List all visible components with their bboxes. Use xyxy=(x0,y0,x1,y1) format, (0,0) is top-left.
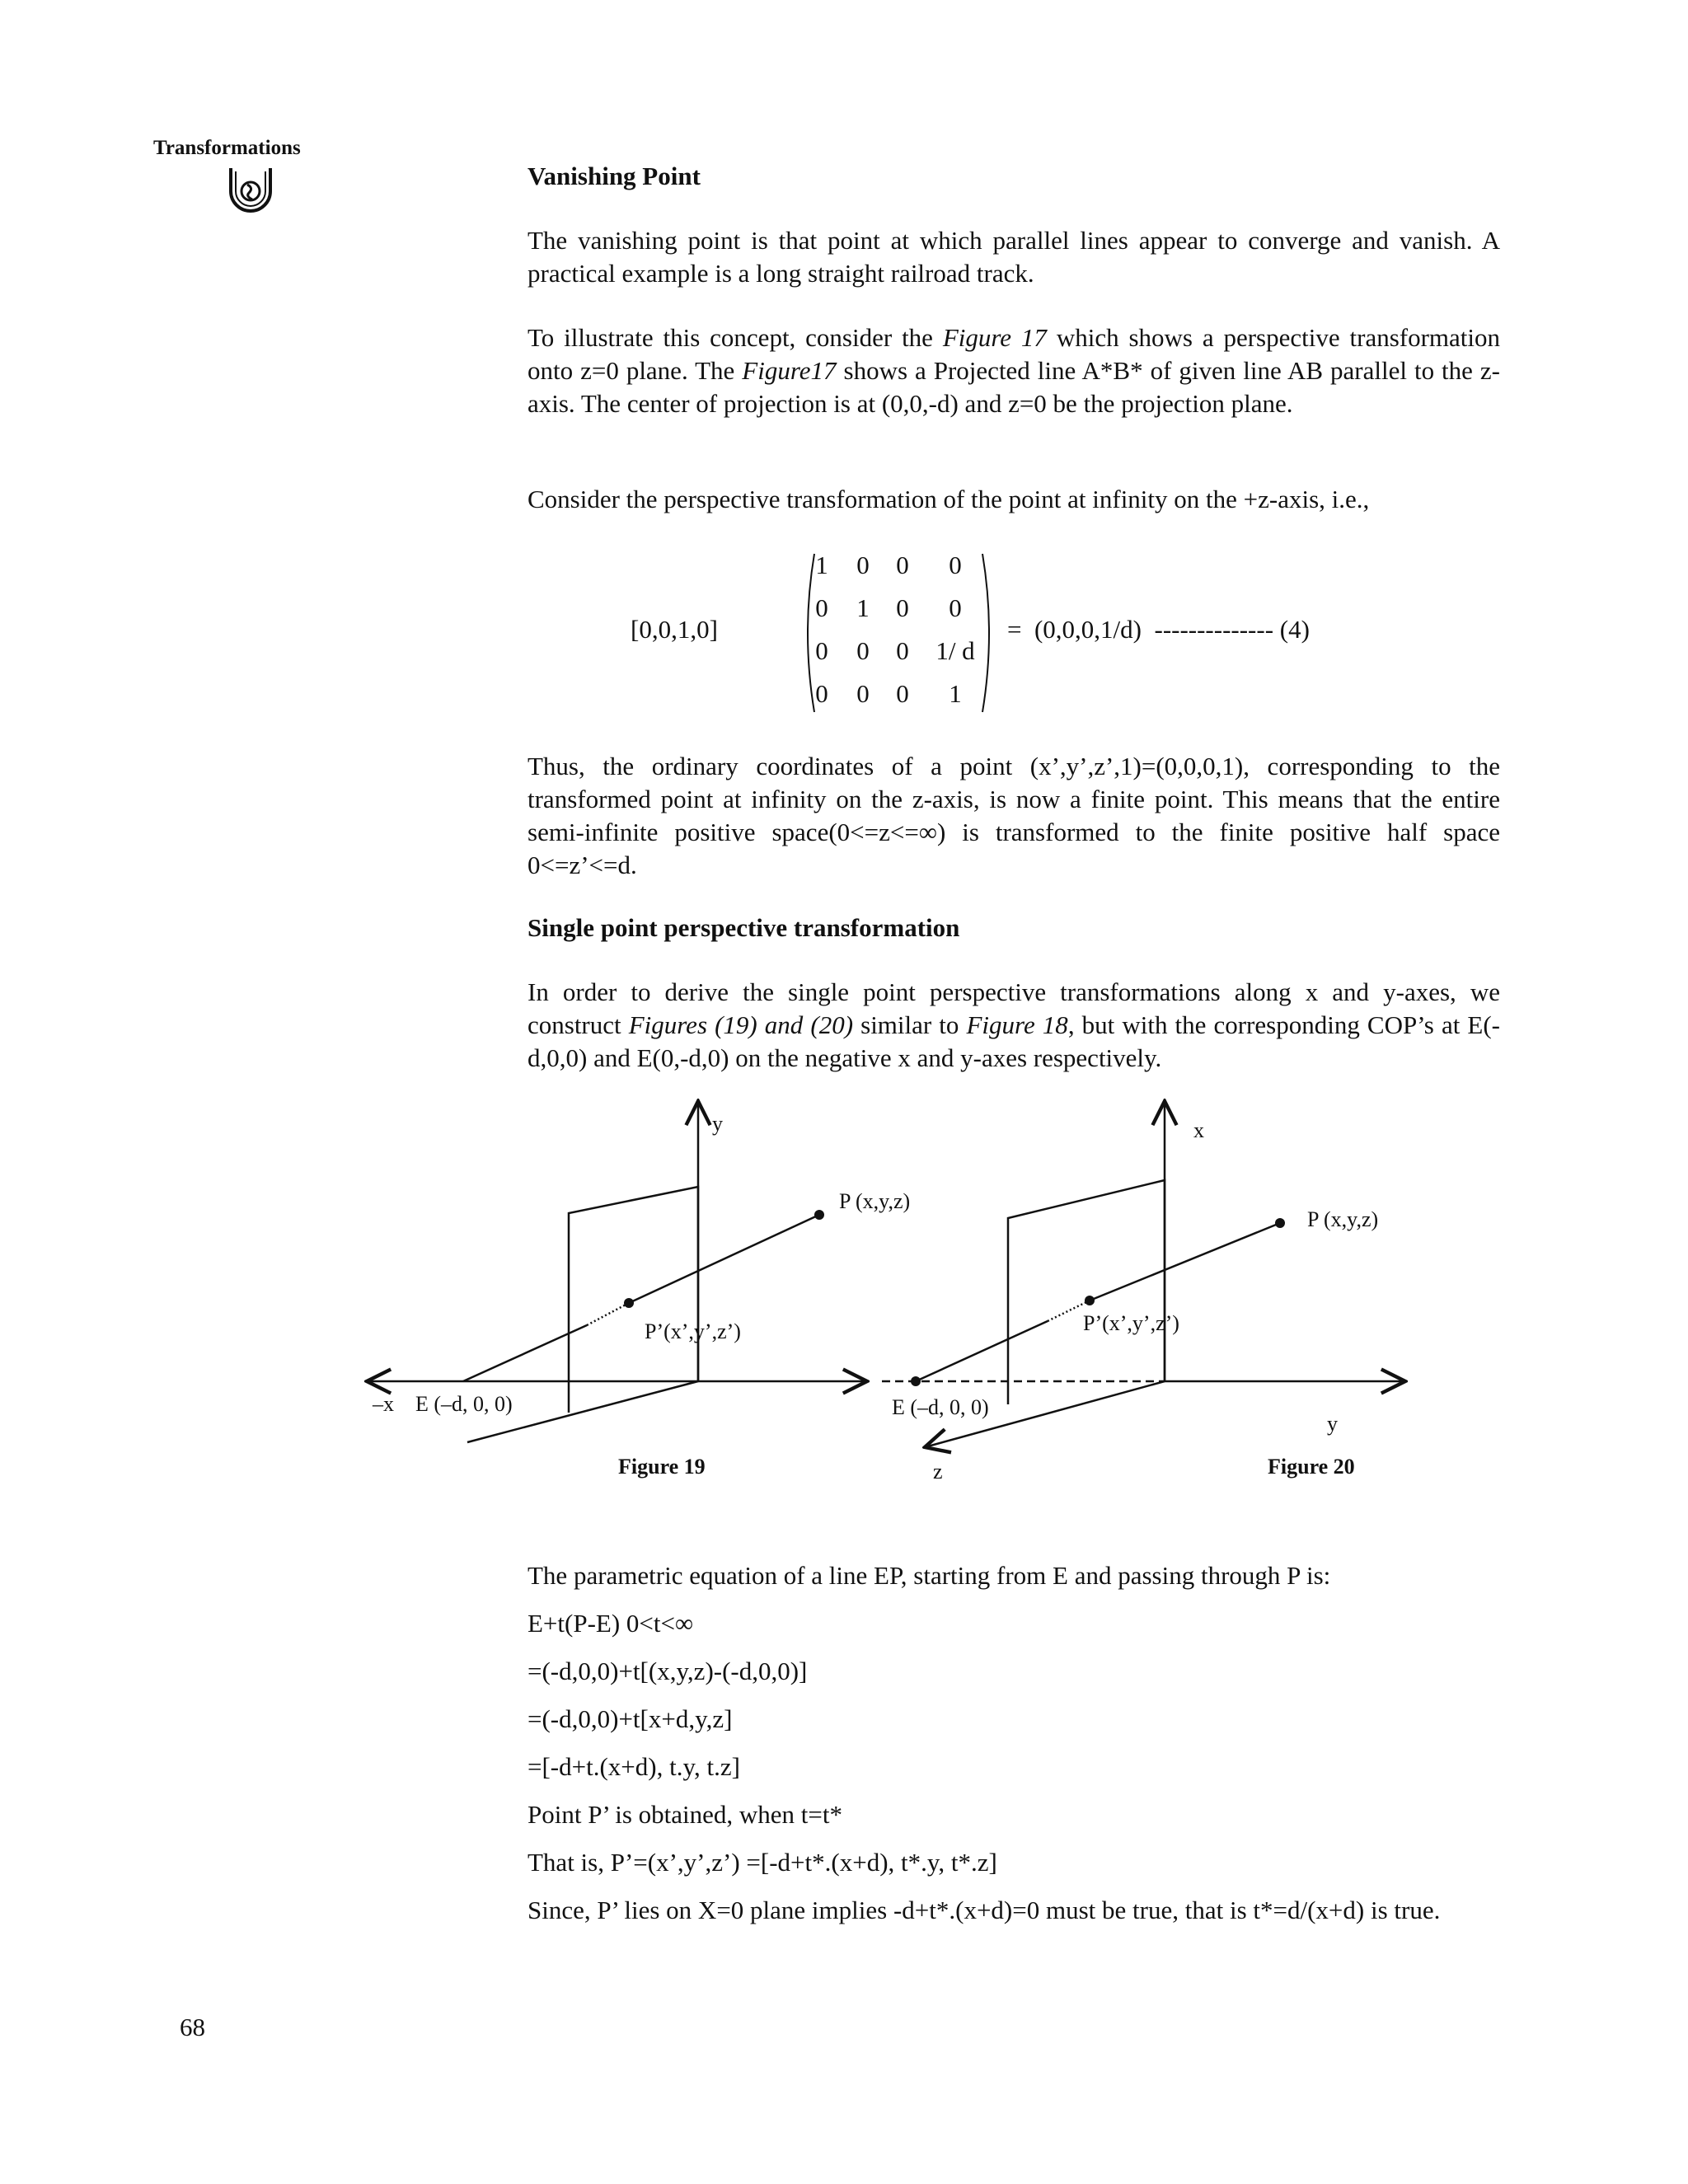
fig19-line-pp xyxy=(629,1215,819,1303)
fig20-z-label: z xyxy=(933,1460,943,1483)
matrix-cell: 0 xyxy=(949,593,962,622)
fig19-p-prime-label: P’(x’,y’,z’) xyxy=(645,1319,741,1343)
equation-left-vector: [0,0,1,0] xyxy=(631,615,718,644)
fig20-p-prime-label: P’(x’,y’,z’) xyxy=(1083,1311,1179,1335)
derivation-line: E+t(P-E) 0<t<∞ xyxy=(528,1609,694,1638)
fig19-caption: Figure 19 xyxy=(618,1455,706,1479)
derivation-line: =(-d,0,0)+t[x+d,y,z] xyxy=(528,1704,733,1733)
matrix-cell: 0 xyxy=(949,551,962,579)
derivation-line: =[-d+t.(x+d), t.y, t.z] xyxy=(528,1752,740,1781)
matrix-cell: 1 xyxy=(815,551,828,579)
matrix-cell: 0 xyxy=(856,551,870,579)
fig19-point-p xyxy=(814,1210,824,1220)
equation-result: = (0,0,0,1/d) -------------- (4) xyxy=(1007,615,1310,644)
fig20-e-label: E (–d, 0, 0) xyxy=(892,1395,989,1419)
fig20-caption: Figure 20 xyxy=(1268,1455,1355,1479)
matrix-cell: 0 xyxy=(896,636,909,665)
fig20-point-p xyxy=(1275,1218,1285,1228)
vanishing-paragraph-3: Consider the perspective transformation of the point at infinity on the +z-axis, i.e., xyxy=(528,485,1370,513)
fig20-y-label: y xyxy=(1327,1412,1338,1436)
matrix-cell: 0 xyxy=(896,593,909,622)
matrix-cell: 1 xyxy=(856,593,870,622)
fig19-projection-plane xyxy=(569,1187,698,1413)
fig20-point-e xyxy=(911,1376,921,1386)
page-number: 68 xyxy=(180,2013,205,2041)
section-title: Transformations xyxy=(153,137,301,159)
fig19-point-p-prime xyxy=(624,1298,634,1308)
fig20-projection-plane xyxy=(1008,1180,1165,1404)
matrix-cell: 1/ d xyxy=(935,636,975,665)
fig19-neg-x-label: –x xyxy=(373,1392,394,1416)
fig19-e-label: E (–d, 0, 0) xyxy=(415,1392,513,1416)
derivation-line: Point P’ is obtained, when t=t* xyxy=(528,1800,843,1829)
fig20-line-ep xyxy=(916,1321,1048,1381)
derivation-final: Since, P’ lies on X=0 plane implies -d+t*.(x+d)=0 must be true, that is t*=d/(x+d) is true. xyxy=(528,1896,1441,1924)
matrix-cell: 1 xyxy=(949,679,962,708)
matrix-cell: 0 xyxy=(856,636,870,665)
vanishing-paragraph-2: To illustrate this concept, consider the Figure 17 which shows a perspective transformation onto z=0 plane. The Figure17 shows a Projected line A*B* of given line AB parallel to the z-axis. The center of projection is at (0,0,-d) and z=0 be the projection plane. xyxy=(528,323,1501,418)
vanishing-paragraph-1: The vanishing point is that point at which parallel lines appear to converge and vanish. A practical example is a long straight railroad track. xyxy=(528,226,1500,288)
derivation-line: =(-d,0,0)+t[(x,y,z)-(-d,0,0)] xyxy=(528,1657,808,1685)
single-point-paragraph: In order to derive the single point perspective transformations along x and y-axes, we construct Figures (19) and (20) similar to Figure 18, but with the corresponding COP’s at E(-d,0,0) and E(0,-d,0) on the negative x and y-axes respectively. xyxy=(528,977,1500,1072)
derivation-line: That is, P’=(x’,y’,z’) =[-d+t*.(x+d), t*.y, t*.z] xyxy=(528,1848,997,1877)
derivation-intro: The parametric equation of a line EP, starting from E and passing through P is: xyxy=(528,1561,1331,1590)
fig19-y-label: y xyxy=(712,1112,723,1136)
matrix-cell: 0 xyxy=(896,551,909,579)
matrix-cell: 0 xyxy=(815,679,828,708)
matrix-cell: 0 xyxy=(896,679,909,708)
matrix-cell: 0 xyxy=(815,593,828,622)
fig20-x-label: x xyxy=(1193,1118,1204,1142)
fig20-line-pp xyxy=(1090,1223,1280,1301)
single-point-heading: Single point perspective transformation xyxy=(528,913,960,942)
after-equation-paragraph: Thus, the ordinary coordinates of a point (x’,y’,z’,1)=(0,0,0,1), corresponding to the transformed point at infinity on the z-axis, is now a finite point. This means that the entire semi-infinite positive space(0<=z<=∞) is transformed to the finite positive half space 0<=z’<=d. xyxy=(528,752,1500,879)
fig19-dotted xyxy=(587,1303,629,1325)
fig20-p-label: P (x,y,z) xyxy=(1307,1207,1379,1231)
vanishing-point-heading: Vanishing Point xyxy=(528,162,701,190)
matrix-cell: 0 xyxy=(815,636,828,665)
matrix-cell: 0 xyxy=(856,679,870,708)
fig19-p-label: P (x,y,z) xyxy=(839,1189,911,1213)
fig20-point-p-prime xyxy=(1085,1296,1095,1305)
